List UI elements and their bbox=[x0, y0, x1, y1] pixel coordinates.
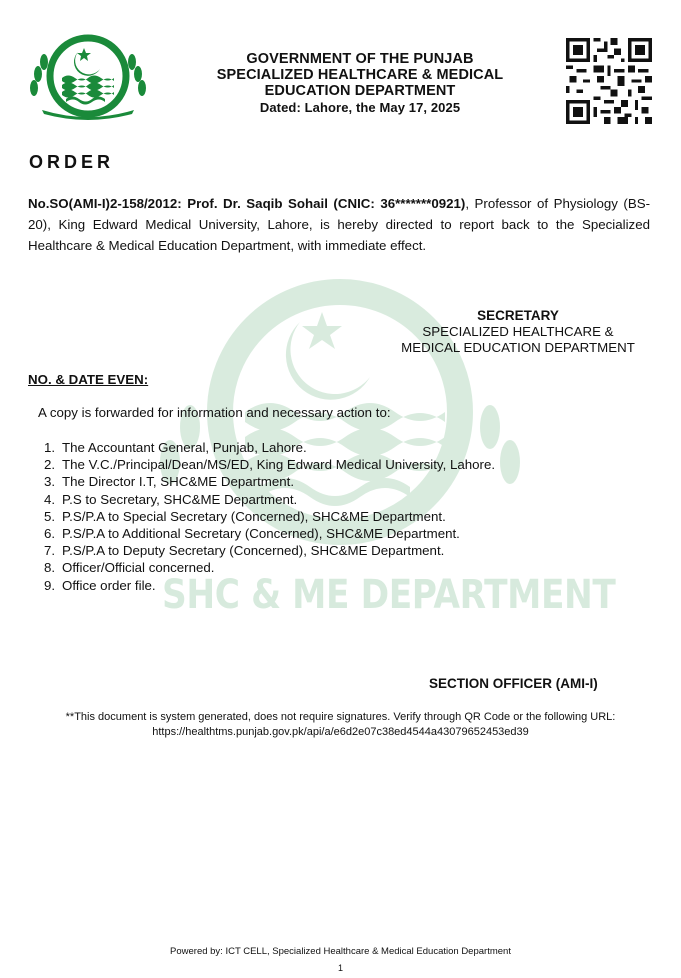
watermark-text: SHC & ME DEPARTMENT bbox=[162, 572, 616, 618]
section-officer-signature: SECTION OFFICER (AMI-I) bbox=[429, 676, 598, 691]
header-line-government: GOVERNMENT OF THE PUNJAB bbox=[246, 51, 474, 67]
distribution-list bbox=[44, 439, 495, 594]
list-item: 1. The Accountant General, Punjab, Lahore. bbox=[44, 440, 307, 455]
list-item: 3. The Director I.T, SHC&ME Department. bbox=[44, 474, 295, 490]
page-number: 1 bbox=[337, 963, 343, 973]
secretary-line-1: SPECIALIZED HEALTHCARE & bbox=[422, 324, 614, 339]
list-item: 4. P.S to Secretary, SHC&ME Department. bbox=[44, 491, 298, 507]
list-item: 2. The V.C./Principal/Dean/MS/ED, King Edward Medical University, Lahore. bbox=[44, 457, 496, 473]
header-line-department-2: EDUCATION DEPARTMENT bbox=[264, 83, 456, 99]
order-body bbox=[28, 193, 650, 256]
secretary-title: SECRETARY bbox=[477, 308, 559, 323]
list-item: 8. Officer/Official concerned. bbox=[44, 560, 215, 576]
list-item: 7. P.S/P.A to Deputy Secretary (Concerned), SHC&ME Department. bbox=[44, 543, 445, 559]
document-header bbox=[170, 51, 550, 116]
page-footer: Powered by: ICT CELL, Specialized Healthcare & Medical Education Department bbox=[170, 946, 511, 957]
punjab-government-emblem-icon bbox=[24, 30, 152, 124]
secretary-line-2: MEDICAL EDUCATION DEPARTMENT bbox=[401, 340, 635, 355]
order-subject-name: Prof. Dr. Saqib Sohail (CNIC: 36*******0921) bbox=[187, 196, 466, 211]
header-line-department-1: SPECIALIZED HEALTHCARE & MEDICAL bbox=[216, 67, 504, 83]
list-item: 9. Office order file. bbox=[44, 577, 156, 593]
order-text: , Professor of Physiology (BS-20), King Edward Medical University, Lahore, is hereby directed to report back to the Specialized Healthcare & Medical Education Department, with immediate effect. bbox=[28, 196, 651, 253]
no-date-even-heading: NO. & DATE EVEN: bbox=[28, 372, 149, 387]
header-date: Dated: Lahore, the May 17, 2025 bbox=[259, 100, 461, 115]
qr-code-icon[interactable] bbox=[566, 38, 652, 124]
verification-url-link[interactable]: https://healthtms.punjab.gov.pk/api/a/e6d2e07c38ed4544a43079652453ed39 bbox=[152, 726, 529, 738]
order-title: ORDER bbox=[29, 152, 115, 172]
verification-note bbox=[20, 710, 661, 740]
secretary-signature-block bbox=[370, 308, 666, 356]
verification-text: **This document is system generated, does not require signatures. Verify through QR Code or the following URL: bbox=[65, 711, 616, 723]
order-number: No.SO(AMI-I)2-158/2012: bbox=[28, 196, 182, 211]
list-item: 6. P.S/P.A to Additional Secretary (Concerned), SHC&ME Department. bbox=[44, 526, 460, 542]
list-item: 5. P.S/P.A to Special Secretary (Concerned), SHC&ME Department. bbox=[44, 508, 446, 524]
copy-forwarded-intro: A copy is forwarded for information and necessary action to: bbox=[38, 405, 391, 420]
